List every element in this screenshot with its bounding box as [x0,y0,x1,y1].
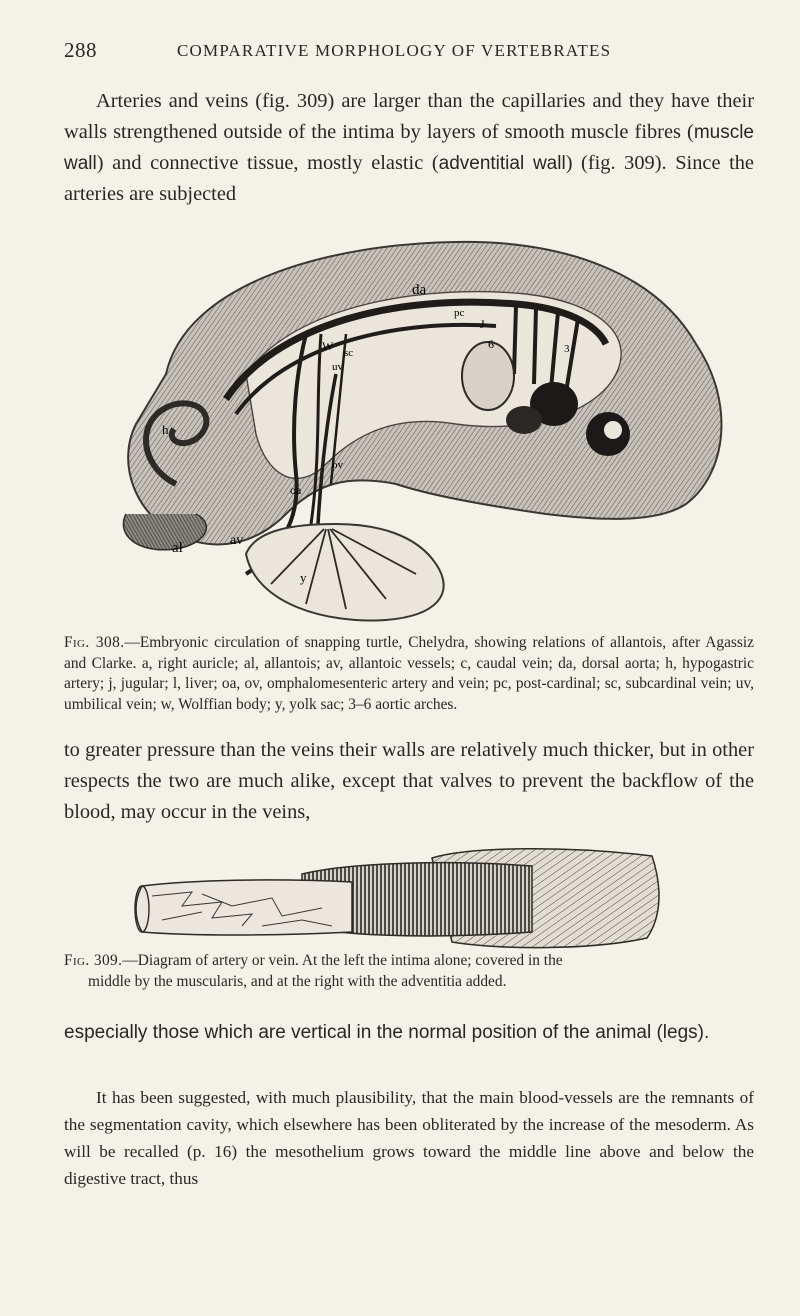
figure-309-illustration [132,846,672,950]
page-number: 288 [64,38,97,62]
figure-309-caption [64,951,754,992]
term-muscle-wall: muscle wall [64,122,754,174]
label-al: al [172,540,183,556]
label-arch-3: 3 [564,343,570,355]
term-adventitial-wall: adventitial wall [438,153,566,174]
paragraph-text: Arteries and veins (fig. 309) are larger than the capillaries and they have their walls strengthened outside of the intima by layers of smooth muscle fibres ( [64,90,754,143]
label-h: h [162,422,169,437]
allantois [123,514,206,550]
label-oa: oa [290,483,302,497]
label-pc: pc [454,307,465,319]
figure-308-illustration [96,224,746,628]
label-arch-6: 6 [488,337,494,351]
paragraph-vertical-veins [64,1017,754,1048]
right-auricle [462,342,514,410]
figure-308-caption [64,633,754,715]
paragraph-text: especially those which are vertical in the normal position of the animal (legs). [64,1022,710,1043]
figure-308-caption-text: —Embryonic circulation of snapping turtle, Chelydra, showing relations of allantois, after Agassiz and Clarke. a, right auricle; al, allantois; av, allantoic vessels; c, caudal vein; da, dorsal aorta; h, hypogastric artery; j, jugular; l, liver; oa, ov, omphalomesenteric artery and vein; pc, post-cardinal; sc, subcardinal vein; uv, umbilical vein; w, Wolffian body; y, yolk sac; 3–6 aortic arches. [64,634,754,713]
figure-309-caption-continuation: middle by the muscularis, and at the right with the adventitia added. [88,972,507,990]
running-head [64,38,754,68]
figure-309-number: Fig. 309. [64,952,123,969]
figure-309-artery-diagram [132,846,672,950]
label-y: y [300,570,307,585]
paragraph-segmentation-cavity: It has been suggested, with much plausibility, that the main blood-vessels are the remnants of the segmentation cavity, which elsewhere has been obliterated by the increase of the mesoderm. As will be recalled (p. 16) the mesothelium grows toward the middle line above and below the digestive tract, thus [64,1088,754,1188]
paragraph-text: ) and connective tissue, mostly elastic ( [96,152,439,174]
running-head-title: COMPARATIVE MORPHOLOGY OF VERTEBRATES [177,41,612,60]
label-w: W [322,339,334,353]
label-da: da [412,282,427,298]
label-sc: sc [344,347,354,359]
label-ov: ov [332,459,343,471]
liver [506,406,542,434]
figure-308-embryonic-circulation [96,224,746,628]
label-uv: uv [332,361,343,373]
paragraph-text: ) (fig. 309). Since the arteries are subjected [64,152,754,205]
intima-layer [136,880,352,935]
figure-309-caption-text: —Diagram of artery or vein. At the left the intima alone; covered in the [122,952,563,969]
label-av: av [230,533,244,548]
figure-308-number: Fig. 308. [64,634,125,651]
label-j: J [480,317,485,331]
paragraph-pressure: to greater pressure than the veins their walls are relatively much thicker, but in other respects the two are much alike, except that valves to prevent the backflow of the blood, may occur in the veins, [64,739,754,823]
paragraph-arteries-veins [64,86,754,210]
eye-highlight [604,421,622,439]
